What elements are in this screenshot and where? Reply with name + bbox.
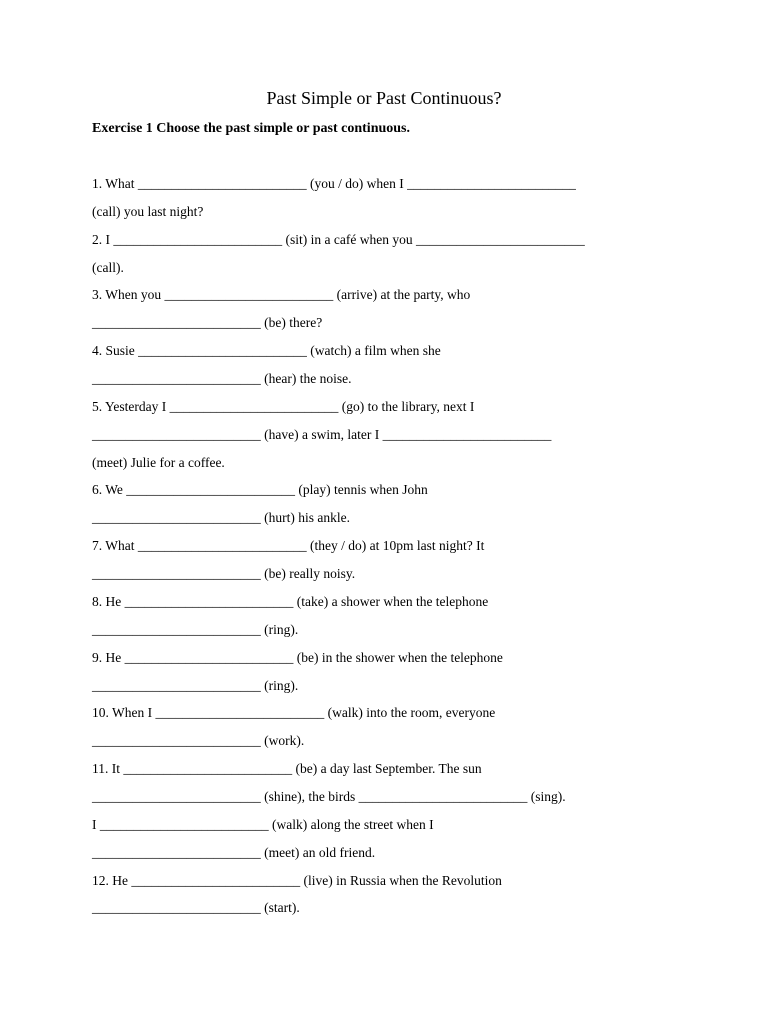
exercise-line: 5. Yesterday I _________________________ (go) to the library, next I (92, 399, 475, 414)
exercise-line: _________________________ (be) really noisy. (92, 566, 356, 581)
exercise-line: _________________________ (ring). (92, 622, 299, 637)
exercise-line: _________________________ (meet) an old friend. (92, 845, 376, 860)
exercise-instruction: Exercise 1 Choose the past simple or past continuous. (92, 121, 411, 136)
exercise-line: 7. What _________________________ (they / do) at 10pm last night? It (92, 538, 485, 553)
exercise-line: _________________________ (hurt) his ankle. (92, 510, 350, 525)
exercise-line: 8. He _________________________ (take) a shower when the telephone (92, 594, 489, 609)
page-title: Past Simple or Past Continuous? (266, 88, 502, 108)
exercise-line: _________________________ (shine), the birds _________________________ (sing). (92, 789, 566, 804)
exercise-line: 4. Susie _________________________ (watch) a film when she (92, 343, 441, 358)
exercise-line: 9. He _________________________ (be) in the shower when the telephone (92, 650, 503, 665)
exercise-line: _________________________ (have) a swim, later I _________________________ (92, 427, 552, 442)
exercise-line: 6. We _________________________ (play) tennis when John (92, 482, 428, 497)
exercise-line: I _________________________ (walk) along the street when I (92, 817, 434, 832)
exercise-line: 1. What _________________________ (you / do) when I _________________________ (92, 176, 576, 191)
exercise-line: _________________________ (ring). (92, 678, 299, 693)
exercise-line: 10. When I _________________________ (walk) into the room, everyone (92, 705, 496, 720)
exercise-line: (call) you last night? (92, 204, 204, 219)
exercise-line: _________________________ (hear) the noise. (92, 371, 352, 386)
exercise-line: 2. I _________________________ (sit) in a café when you _________________________ (92, 232, 585, 247)
exercise-line: _________________________ (start). (92, 900, 300, 915)
exercise-line: _________________________ (be) there? (92, 315, 323, 330)
exercise-line: _________________________ (work). (92, 733, 305, 748)
exercise-line: 11. It _________________________ (be) a day last September. The sun (92, 761, 482, 776)
exercise-line: (call). (92, 260, 124, 275)
exercise-line: 12. He _________________________ (live) in Russia when the Revolution (92, 873, 502, 888)
exercise-line: 3. When you _________________________ (arrive) at the party, who (92, 287, 471, 302)
exercise-line: (meet) Julie for a coffee. (92, 455, 225, 470)
